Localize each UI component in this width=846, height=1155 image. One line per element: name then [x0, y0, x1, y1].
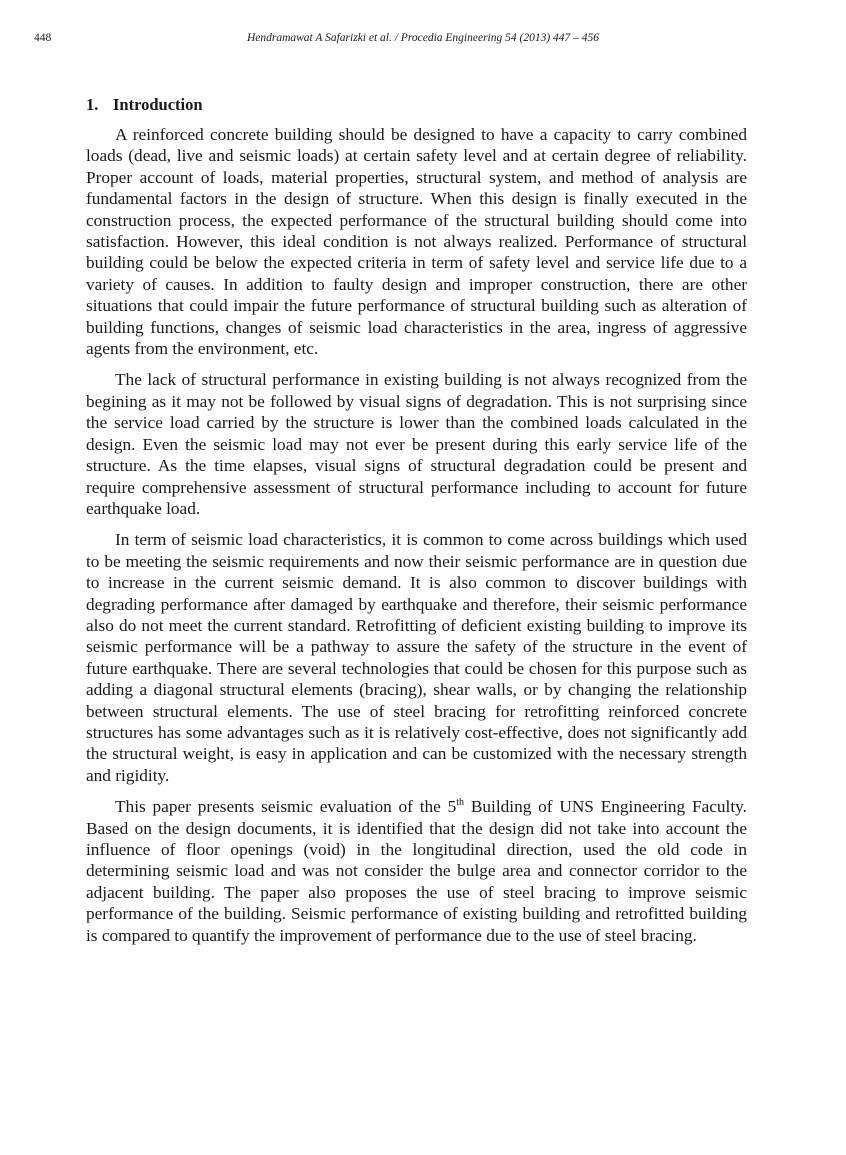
- section-number: 1.: [86, 95, 99, 114]
- section-heading: [86, 94, 747, 116]
- page-number: 448: [34, 32, 52, 44]
- running-header: [0, 29, 846, 47]
- paragraph-4-text-start: This paper presents seismic evaluation of the 5: [115, 797, 457, 817]
- paragraph-4: [86, 796, 747, 946]
- article-body: [86, 94, 747, 956]
- paragraph-3: In term of seismic load characteristics, it is common to come across buildings which used to be meeting the seismic requirements and now their seismic performance are in question due to increase in the current seismic demand. It is also common to discover buildings with degrading performance after damaged by earthquake and therefore, their seismic performance also do not meet the current standard. Retrofitting of deficient existing building to improve its seismic performance will be a pathway to assure the safety of the structure in the event of future earthquake. There are several technologies that could be chosen for this purpose such as adding a diagonal structural elements (bracing), shear walls, or by changing the relationship between structural elements. The use of steel bracing for retrofitting reinforced concrete structures has some advantages such as it is relatively cost-effective, does not significantly add the structural weight, is easy in application and can be customized with the necessary strength and rigidity.: [86, 530, 747, 785]
- ordinal-superscript: th: [456, 797, 465, 809]
- paragraph-4-text-end: Building of UNS Engineering Faculty. Based on the design documents, it is identified that the design did not take into account the influence of floor openings (void) in the longitudinal direction, used the old code in determining seismic load and was not consider the bulge area and connector corridor to the adjacent building. The paper also proposes the use of steel bracing to improve seismic performance of the building. Seismic performance of existing building and retrofitted building is compared to quantify the improvement of performance due to the use of steel bracing.: [86, 797, 747, 945]
- paragraph-1: A reinforced concrete building should be designed to have a capacity to carry combined loads (dead, live and seismic loads) at certain safety level and at certain degree of reliability. Proper account of loads, material properties, structural system, and method of analysis are fundamental factors in the design of structure. When this design is finally executed in the construction process, the expected performance of the structural building should come into satisfaction. However, this ideal condition is not always realized. Performance of structural building could be below the expected criteria in term of safety level and service life due to a variety of causes. In addition to faulty design and improper construction, there are other situations that could impair the future performance of structural building such as alteration of building functions, changes of seismic load characteristics in the area, ingress of aggressive agents from the environment, etc.: [86, 125, 747, 359]
- paragraph-2: The lack of structural performance in existing building is not always recognized from the begining as it may not be followed by visual signs of degradation. This is not surprising since the service load carried by the structure is lower than the combined loads calculated in the design. Even the seismic load may not ever be present during this early service life of the structure. As the time elapses, visual signs of structural degradation could be present and require comprehensive assessment of structural performance including to account for future earthquake load.: [86, 370, 747, 518]
- journal-reference: Hendramawat A Safarizki et al. / Procedia Engineering 54 (2013) 447 – 456: [246, 32, 600, 44]
- section-title: Introduction: [113, 95, 203, 114]
